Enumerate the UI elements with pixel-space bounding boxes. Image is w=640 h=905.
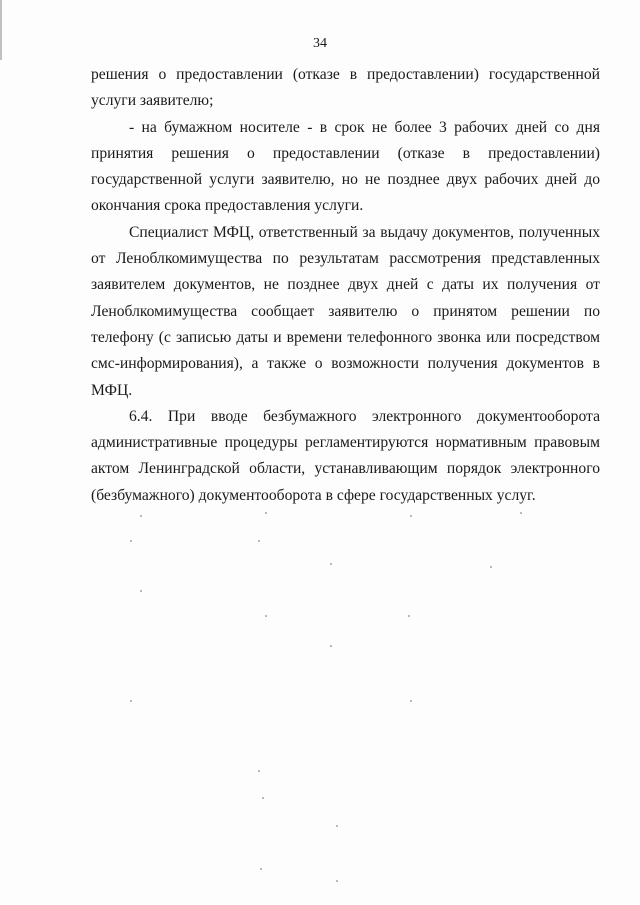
page-number: 34 xyxy=(313,36,327,51)
scan-speck xyxy=(140,590,142,592)
scan-speck xyxy=(258,770,260,772)
scan-speck xyxy=(265,512,267,514)
scan-speck xyxy=(140,515,142,517)
paragraph-paper-carrier: - на бумажном носителе - в срок не более 3 рабочих дней со дня принятия решения о предоставлении (отказе в предоставлении) государственной услуги заявителю, но не позднее двух рабочих дней до окончания срока предоставления услуги. xyxy=(91,118,600,215)
scan-speck xyxy=(336,825,338,827)
scan-speck xyxy=(130,540,132,542)
scan-speck xyxy=(520,512,522,514)
scan-speck xyxy=(265,615,267,617)
paragraph-continuation: решения о предоставлении (отказе в предоставлении) государственной услуги заявителю; xyxy=(91,66,600,110)
scan-speck xyxy=(336,880,338,882)
paragraph-mfc-specialist: Специалист МФЦ, ответственный за выдачу документов, полученных от Леноблкомимущества по результатам рассмотрения представленных заявителем документов, не позднее двух дней с даты их получения от Леноблкомимущества сообщает заявителю о принятом решении по телефону (с записью даты и времени телефонного звонка или посредством смс-информирования), а также о возможности получения документов в МФЦ. xyxy=(91,223,600,399)
scan-speck xyxy=(258,540,260,542)
scan-speck xyxy=(330,645,332,647)
paragraph-section-6-4: 6.4. При вводе безбумажного электронного документооборота административные процедуры регламентируются нормативным правовым актом Ленинградской области, устанавливающим порядок электронного (безбумажного) документооборота в сфере государственных услуг. xyxy=(91,407,600,504)
scan-speck xyxy=(262,797,264,799)
scan-speck xyxy=(330,563,332,565)
scan-speck xyxy=(410,515,412,517)
scan-speck xyxy=(260,868,262,870)
scan-speck xyxy=(130,700,132,702)
scan-speck xyxy=(410,700,412,702)
scan-speck xyxy=(408,615,410,617)
document-body xyxy=(91,62,600,509)
scan-speck xyxy=(490,566,492,568)
